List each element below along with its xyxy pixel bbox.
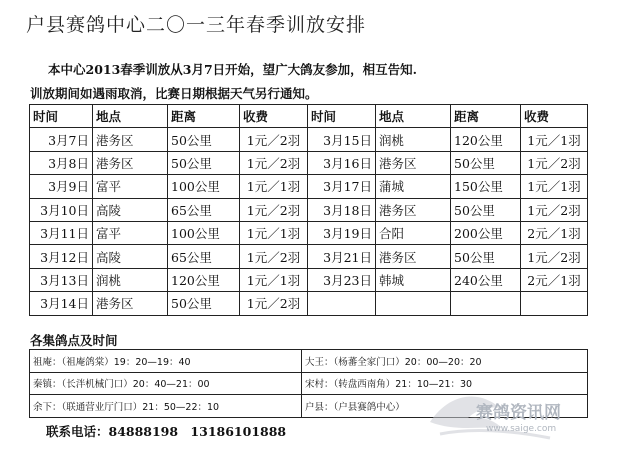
cell-distance: 100公里 bbox=[168, 175, 240, 198]
cell-fee: 1元／1羽 bbox=[521, 175, 588, 198]
cell-distance: 50公里 bbox=[451, 198, 521, 221]
header-place: 地点 bbox=[93, 105, 168, 128]
schedule-row bbox=[30, 245, 588, 268]
cell-place: 港务区 bbox=[376, 151, 451, 174]
cell-date: 3月23日 bbox=[308, 268, 376, 291]
cell-distance: 50公里 bbox=[451, 151, 521, 174]
cell-fee: 1元／1羽 bbox=[521, 128, 588, 151]
schedule-table bbox=[29, 104, 588, 316]
cell-date: 3月12日 bbox=[30, 245, 93, 268]
schedule-header-row bbox=[30, 105, 588, 128]
cell-date: 3月17日 bbox=[308, 175, 376, 198]
cell-distance: 200公里 bbox=[451, 221, 521, 244]
cell-distance: 65公里 bbox=[168, 198, 240, 221]
intro-line-1: 本中心2013春季训放从3月7日开始，望广大鸽友参加，相互告知. bbox=[48, 62, 418, 77]
cell-place: 高陵 bbox=[93, 198, 168, 221]
cell-fee: 2元／1羽 bbox=[521, 221, 588, 244]
cell-place: 港务区 bbox=[93, 128, 168, 151]
gather-point: 大王：（杨蕃全家门口）20：00—20：20 bbox=[302, 350, 588, 373]
cell-place: 港务区 bbox=[376, 245, 451, 268]
cell-date: 3月8日 bbox=[30, 151, 93, 174]
cell-date bbox=[308, 292, 376, 315]
header-time: 时间 bbox=[308, 105, 376, 128]
cell-date: 3月15日 bbox=[308, 128, 376, 151]
cell-place bbox=[376, 292, 451, 315]
cell-distance: 65公里 bbox=[168, 245, 240, 268]
gather-point: 余下：（联通营业厅门口）21：50—22：10 bbox=[30, 395, 302, 418]
cell-fee: 1元／2羽 bbox=[240, 128, 308, 151]
cell-fee: 1元／1羽 bbox=[240, 221, 308, 244]
cell-place: 韩城 bbox=[376, 268, 451, 291]
cell-place: 合阳 bbox=[376, 221, 451, 244]
cell-distance: 100公里 bbox=[168, 221, 240, 244]
schedule-row bbox=[30, 151, 588, 174]
gather-point: 秦镇：（长泮机械门口）20：40—21：00 bbox=[30, 372, 302, 395]
cell-fee: 1元／2羽 bbox=[521, 198, 588, 221]
gather-point: 祖庵：（祖庵鸽棠）19：20—19：40 bbox=[30, 350, 302, 373]
cell-place: 润桃 bbox=[376, 128, 451, 151]
page-title: 户县赛鸽中心二〇一三年春季训放安排 bbox=[26, 14, 367, 36]
gather-row bbox=[30, 350, 588, 373]
header-distance: 距离 bbox=[451, 105, 521, 128]
cell-distance: 50公里 bbox=[168, 292, 240, 315]
cell-distance: 240公里 bbox=[451, 268, 521, 291]
cell-distance: 150公里 bbox=[451, 175, 521, 198]
schedule-row bbox=[30, 198, 588, 221]
cell-fee: 1元／1羽 bbox=[240, 268, 308, 291]
cell-fee: 1元／2羽 bbox=[240, 151, 308, 174]
cell-distance: 120公里 bbox=[451, 128, 521, 151]
schedule-row bbox=[30, 128, 588, 151]
cell-place: 润桃 bbox=[93, 268, 168, 291]
schedule-row bbox=[30, 268, 588, 291]
cell-date: 3月21日 bbox=[308, 245, 376, 268]
cell-fee: 1元／2羽 bbox=[240, 198, 308, 221]
cell-date: 3月10日 bbox=[30, 198, 93, 221]
cell-distance bbox=[451, 292, 521, 315]
cell-date: 3月11日 bbox=[30, 221, 93, 244]
cell-place: 蒲城 bbox=[376, 175, 451, 198]
cell-distance: 120公里 bbox=[168, 268, 240, 291]
cell-distance: 50公里 bbox=[168, 151, 240, 174]
watermark-url: www.saige.com bbox=[486, 424, 557, 434]
cell-fee: 1元／2羽 bbox=[521, 151, 588, 174]
cell-distance: 50公里 bbox=[168, 128, 240, 151]
cell-place: 港务区 bbox=[93, 151, 168, 174]
header-distance: 距离 bbox=[168, 105, 240, 128]
gather-title: 各集鸽点及时间 bbox=[30, 333, 118, 348]
cell-date: 3月18日 bbox=[308, 198, 376, 221]
cell-place: 港务区 bbox=[93, 292, 168, 315]
cell-place: 港务区 bbox=[376, 198, 451, 221]
header-fee: 收费 bbox=[240, 105, 308, 128]
schedule-row bbox=[30, 175, 588, 198]
cell-date: 3月13日 bbox=[30, 268, 93, 291]
gather-point: 宋村：（转盘西南角）21：10—21：30 bbox=[302, 372, 588, 395]
intro-line-2: 训放期间如遇雨取消，比赛日期根据天气另行通知。 bbox=[30, 86, 318, 101]
cell-fee: 1元／1羽 bbox=[240, 175, 308, 198]
header-time: 时间 bbox=[30, 105, 93, 128]
cell-distance: 50公里 bbox=[451, 245, 521, 268]
watermark-text: 赛鸽资讯网 bbox=[476, 403, 561, 423]
cell-fee: 1元／2羽 bbox=[240, 292, 308, 315]
cell-place: 富平 bbox=[93, 175, 168, 198]
cell-fee bbox=[521, 292, 588, 315]
cell-place: 高陵 bbox=[93, 245, 168, 268]
header-place: 地点 bbox=[376, 105, 451, 128]
gather-point: 户县：（户县赛鸽中心） bbox=[302, 395, 588, 418]
cell-fee: 2元／1羽 bbox=[521, 268, 588, 291]
cell-place: 富平 bbox=[93, 221, 168, 244]
cell-fee: 1元／2羽 bbox=[240, 245, 308, 268]
cell-date: 3月14日 bbox=[30, 292, 93, 315]
cell-date: 3月19日 bbox=[308, 221, 376, 244]
schedule-row bbox=[30, 221, 588, 244]
cell-date: 3月7日 bbox=[30, 128, 93, 151]
cell-fee: 1元／2羽 bbox=[521, 245, 588, 268]
cell-date: 3月16日 bbox=[308, 151, 376, 174]
contact-phones: 联系电话：84888198 13186101888 bbox=[46, 424, 287, 439]
header-fee: 收费 bbox=[521, 105, 588, 128]
schedule-row bbox=[30, 292, 588, 315]
cell-date: 3月9日 bbox=[30, 175, 93, 198]
